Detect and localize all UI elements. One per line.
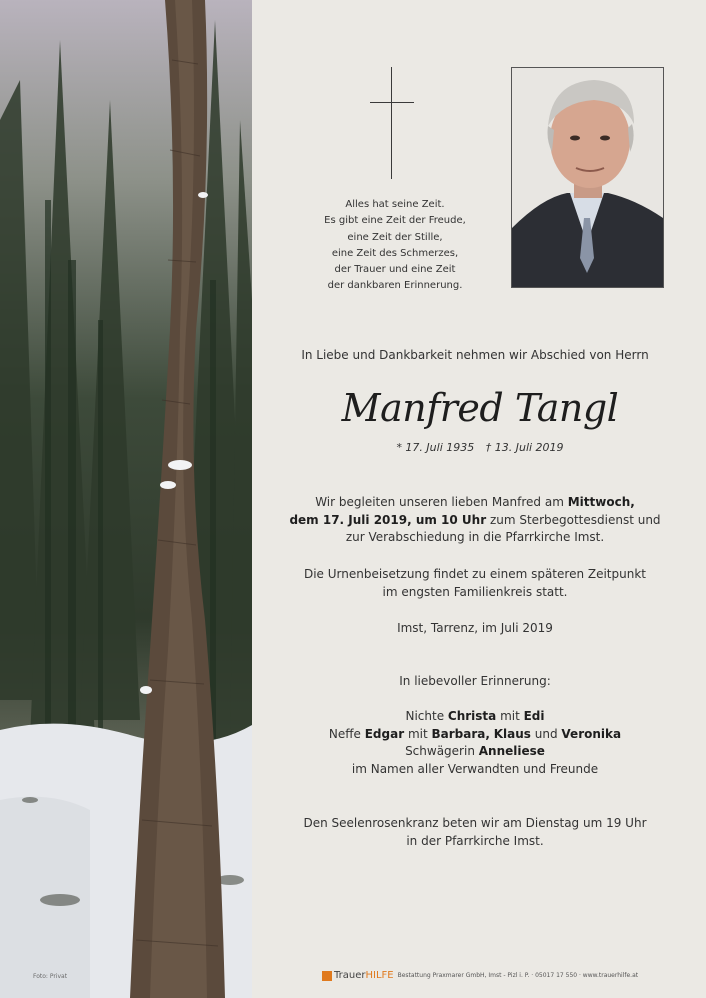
- family-line: Schwägerin Anneliese: [405, 744, 545, 758]
- urn-line: Die Urnenbeisetzung findet zu einem späteren Zeitpunkt: [303, 567, 646, 581]
- ceremony-day: Mittwoch,: [567, 495, 635, 509]
- ceremony-text-part: zum Sterbegottesdienst und: [486, 512, 661, 527]
- place-date: Imst, Tarrenz, im Juli 2019: [397, 621, 553, 635]
- death-date: † 13. Juli 2019: [485, 441, 564, 454]
- rosary-line: Den Seelenrosenkranz beten wir am Dienstag um 19 Uhr: [303, 816, 647, 830]
- life-dates: [290, 441, 670, 454]
- footer-address: Bestattung Praxmarer GmbH, Imst - Pizl i. P. · 05017 17 550 · www.trauerhilfe.at: [397, 972, 639, 979]
- portrait-illustration: [512, 68, 663, 287]
- rosary-line: in der Pfarrkirche Imst.: [406, 833, 544, 848]
- deceased-name: Manfred Tangl: [341, 386, 619, 430]
- ceremony-date: dem 17. Juli 2019, um 10 Uhr: [289, 512, 487, 527]
- poem-line: der dankbaren Erinnerung.: [327, 280, 463, 292]
- poem-line: Es gibt eine Zeit der Freude,: [324, 215, 466, 227]
- forest-illustration: [0, 0, 252, 998]
- cross-icon: [370, 67, 414, 179]
- ceremony-text-part: Wir begleiten unseren lieben Manfred am: [315, 495, 568, 509]
- brand-name: TrauerHILFE: [334, 970, 394, 981]
- poem-line: eine Zeit der Stille,: [347, 231, 443, 243]
- poem-line: Alles hat seine Zeit.: [345, 199, 445, 210]
- poem-line: eine Zeit des Schmerzes,: [331, 247, 459, 259]
- urn-line: im engsten Familienkreis statt.: [382, 584, 568, 599]
- ceremony-text: [270, 494, 680, 547]
- birth-date: * 17. Juli 1935: [396, 441, 475, 454]
- remembrance-heading: In liebevoller Erinnerung:: [399, 674, 551, 688]
- intro-text: In Liebe und Dankbarkeit nehmen wir Abschied von Herrn: [301, 348, 649, 362]
- ceremony-text-part: zur Verabschiedung in die Pfarrkirche Imst.: [345, 530, 605, 544]
- portrait-photo: [511, 67, 664, 288]
- trauerhilfe-logo-icon: [322, 971, 332, 981]
- rosary-text: [270, 815, 680, 850]
- poem-line: der Trauer und eine Zeit: [334, 264, 456, 276]
- family-line: Neffe Edgar mit Barbara, Klaus und Veronika: [328, 726, 622, 741]
- footer: [322, 970, 682, 981]
- family-line: Nichte Christa mit Edi: [405, 709, 545, 723]
- poem: [300, 197, 490, 295]
- family-line: im Namen aller Verwandten und Freunde: [351, 761, 599, 776]
- forest-photo: [0, 0, 252, 998]
- photo-credit: Foto: Privat: [33, 973, 68, 980]
- urn-text: [270, 566, 680, 601]
- family-list: [270, 708, 680, 778]
